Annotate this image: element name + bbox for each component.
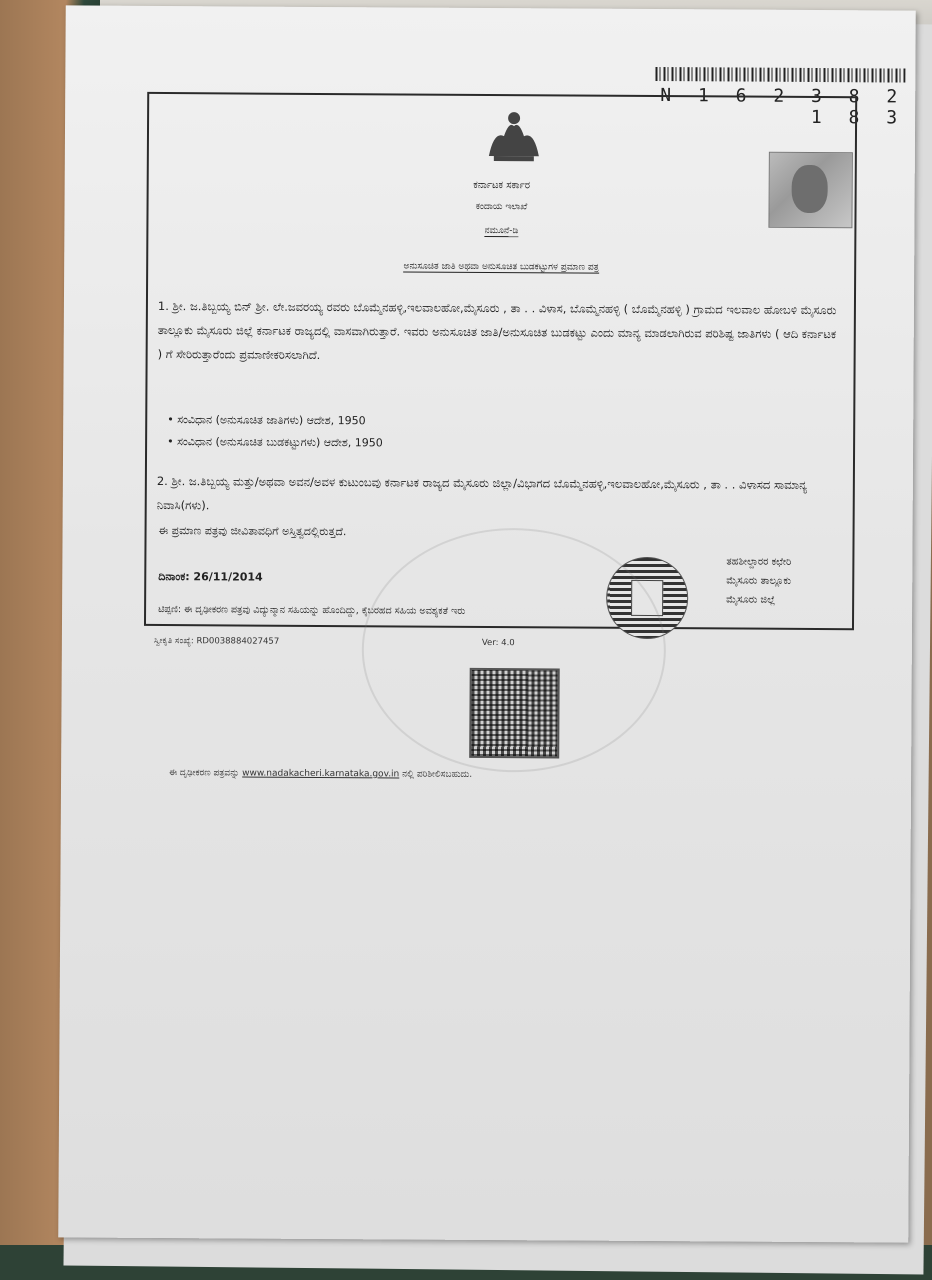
signatory-taluk: ಮೈಸೂರು ತಾಲ್ಲೂಕು xyxy=(726,575,792,587)
signatory-block xyxy=(726,552,791,609)
certificate-paragraph-2: 2. ಶ್ರೀ. ಜ.ತಿಬ್ಬಯ್ಯ ಮತ್ತು/ಅಥವಾ ಅವನ/ಅವಳ ಕುಟುಂಬವು ಕರ್ನಾಟಕ ರಾಜ್ಯದ ಮೈಸೂರು ಜಿಲ್ಲಾ/ವಿಭಾಗದ ಬೊಮ್ಮೆನಹಳ್ಳಿ,ಇಲವಾಲಹೋ,ಮೈಸೂರು , ತಾ . . ವಿಳಾಸದ ಸಾಮಾನ್ಯ ನಿವಾಸಿ(ಗಳು). xyxy=(156,473,808,513)
signature-note: ಟಿಪ್ಪಣಿ: ಈ ದೃಢೀಕರಣ ಪತ್ರವು ವಿದ್ಯುನ್ಮಾನ ಸಹಿಯನ್ನು ಹೊಂದಿದ್ದು, ಕೈಬರಹದ ಸಹಿಯ ಅವಶ್ಯಕತೆ ಇರು xyxy=(158,603,466,617)
signatory-office: ತಹಶೀಲ್ದಾರರ ಕಛೇರಿ xyxy=(726,556,792,568)
validity-statement: ಈ ಪ್ರಮಾಣ ಪತ್ರವು ಜೀವಿತಾವಧಿಗೆ ಅಸ್ತಿತ್ವದಲ್ಲಿರುತ್ತದೆ. xyxy=(158,523,347,539)
verify-url-link[interactable]: www.nadakacheri.karnataka.gov.in xyxy=(242,768,400,780)
form-label: ನಮೂನೆ-ಡಿ xyxy=(484,225,519,237)
version-label: Ver: 4.0 xyxy=(481,637,515,649)
barcode-icon xyxy=(655,67,905,83)
order-item: • ಸಂವಿಧಾನ (ಅನುಸೂಚಿತ ಬುಡಕಟ್ಟುಗಳು) ಆದೇಶ, 1950 xyxy=(167,435,383,450)
certificate-title: ಅನುಸೂಚಿತ ಜಾತಿ ಅಥವಾ ಅನುಸೂಚಿತ ಬುಡಕಟ್ಟುಗಳ ಪ್ರಮಾಣ ಪತ್ರ xyxy=(403,261,599,273)
signatory-district: ಮೈಸೂರು ಜಿಲ್ಲೆ xyxy=(726,594,776,606)
issue-date: ದಿನಾಂಕ: 26/11/2014 xyxy=(158,569,263,584)
serial-number: N 1 6 2 3 8 2 1 8 3 xyxy=(660,85,906,129)
order-list xyxy=(167,409,383,454)
government-name: ಕರ್ನಾಟಕ ಸರ್ಕಾರ xyxy=(473,179,531,192)
certificate-page xyxy=(58,5,916,1242)
state-emblem-icon xyxy=(479,106,549,166)
verify-prefix: ಈ ದೃಢೀಕರಣ ಪತ್ರವನ್ನು xyxy=(169,768,240,779)
verification-line xyxy=(169,768,472,780)
order-item: • ಸಂವಿಧಾನ (ಅನುಸೂಚಿತ ಜಾತಿಗಳು) ಆದೇಶ, 1950 xyxy=(167,413,366,428)
reference-number: ಸ್ವೀಕೃತಿ ಸಂಖ್ಯೆ: RD0038884027457 xyxy=(153,635,280,647)
certificate-paragraph-1: 1. ಶ್ರೀ. ಜ.ತಿಬ್ಬಯ್ಯ ಬಿನ್ ಶ್ರೀ. ಲೇ.ಜವರಯ್ಯ ರವರು ಬೊಮ್ಮೆನಹಳ್ಳಿ,ಇಲವಾಲಹೋ,ಮೈಸೂರು , ತಾ . . ವಿಳಾಸ, ಬೊಮ್ಮೆನಹಳ್ಳಿ ( ಬೊಮ್ಮೆನಹಳ್ಳಿ ) ಗ್ರಾಮದ ಇಲವಾಲ ಹೋಬಳಿ ಮೈಸೂರು ತಾಲ್ಲೂಕು ಮೈಸೂರು ಜಿಲ್ಲೆ ಕರ್ನಾಟಕ ರಾಜ್ಯದಲ್ಲಿ ವಾಸವಾಗಿರುತ್ತಾರೆ. ಇವರು ಅನುಸೂಚಿತ ಜಾತಿ/ಅನುಸೂಚಿತ ಬುಡಕಟ್ಟು ಎಂದು ಮಾನ್ಯ ಮಾಡಲಾಗಿರುವ ಪರಿಶಿಷ್ಟ ಜಾತಿಗಳು ( ಆದಿ ಕರ್ನಾಟಕ ) ಗೆ ಸೇರಿರುತ್ತಾರೆಂದು ಪ್ರಮಾಣೀಕರಿಸಲಾಗಿದೆ. xyxy=(157,298,837,362)
verify-suffix: ನಲ್ಲಿ ಪರಿಶೀಲಿಸಬಹುದು. xyxy=(402,769,473,780)
department-name: ಕಂದಾಯ ಇಲಾಖೆ xyxy=(475,201,528,213)
qr-code-icon xyxy=(469,668,560,759)
